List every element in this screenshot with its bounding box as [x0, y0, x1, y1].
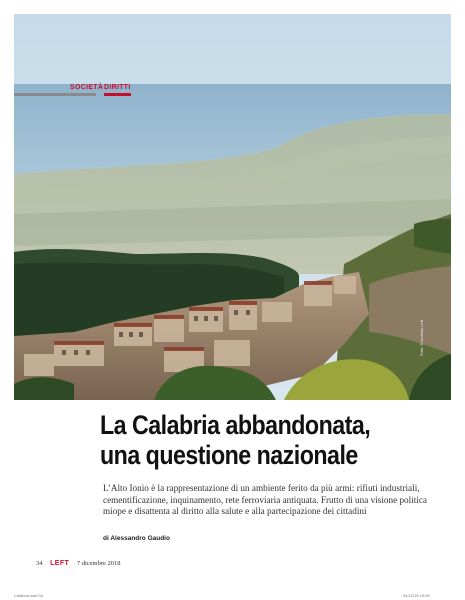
article-title [100, 410, 392, 470]
section-primary-label[interactable]: SOCIETÀ [70, 84, 104, 91]
section-rule-red [104, 93, 131, 96]
byline [103, 535, 170, 542]
landscape-photo-image [14, 14, 451, 400]
article-standfirst: L’Alto Ionio è la rappresentazione di un ambiente ferito da più armi: rifiuti industriali, cementificazione, inquinamento, rete ferroviaria antiquata. Frutto di una visione politica miope e disattenta al diritto alla salute e alla partecipazione dei cittadini [103, 483, 427, 516]
article-title-line-2: una questione nazionale [100, 440, 358, 470]
page-number: 34 [36, 560, 43, 567]
issue-date: 7 dicembre 2018 [76, 560, 121, 567]
section-labels [14, 84, 134, 98]
article-title-line-1: La Calabria abbandonata, [100, 410, 371, 440]
hero-photo [14, 14, 451, 400]
photo-credit: Foto: © archivio Left [419, 320, 424, 356]
section-rule-gray [14, 93, 96, 96]
magazine-name: LEFT [50, 560, 70, 567]
byline-prefix: di [103, 535, 109, 542]
folio [36, 560, 121, 570]
print-slug-timestamp: 04/12/18 19:55 [403, 593, 430, 598]
print-slug-file: Calabria.indd 34 [14, 593, 44, 598]
author-name: Alessandro Gaudio [110, 535, 170, 542]
section-secondary-label[interactable]: DIRITTI [104, 84, 131, 91]
